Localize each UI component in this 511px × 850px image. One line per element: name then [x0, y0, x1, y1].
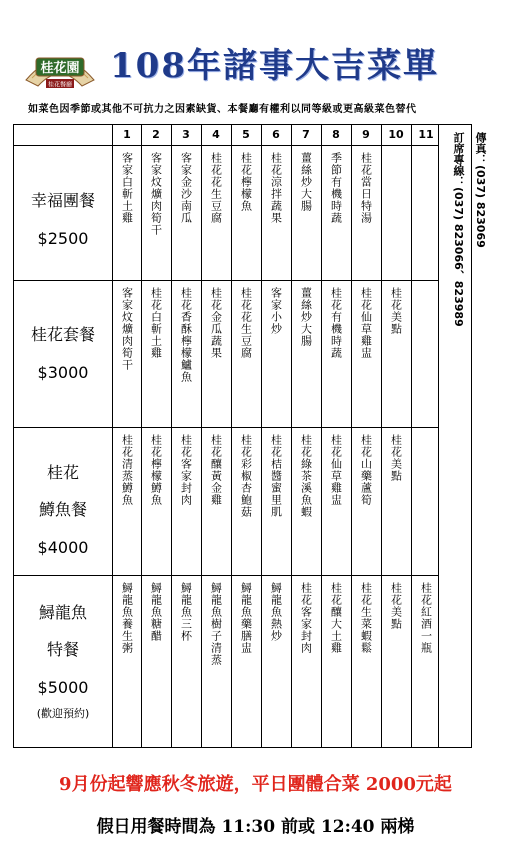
dish-name: 桂花仙草雞盅: [329, 434, 343, 506]
dish-cell: [321, 434, 351, 572]
reservation-line: 訂席專線：(037) 823066、823989: [452, 132, 465, 327]
dish-cell: [291, 287, 321, 424]
column-number: 8: [332, 128, 340, 141]
dish-cell: [141, 582, 171, 745]
dish-cell: [351, 434, 381, 572]
dish-name: 鱘龍魚養生粥: [120, 582, 134, 654]
dish-name: 季節有機時蔬: [329, 152, 343, 224]
dish-cell: [351, 152, 381, 277]
dish-cell: [261, 582, 291, 745]
dish-name: 桂花生菜蝦鬆: [359, 582, 373, 654]
dish-cell: [231, 582, 261, 745]
set-meal-price: $5000: [37, 678, 89, 697]
dish-name: 桂花白斬土雞: [149, 287, 163, 359]
dish-cell: [231, 287, 261, 424]
grid-row-line: [13, 575, 438, 576]
fax-line: 傳真：(037) 823069: [474, 132, 487, 248]
dish-name: 薑絲炒大腸: [299, 287, 313, 347]
dish-name: 桂花花生豆腐: [209, 152, 223, 224]
dish-name: 桂花釀大土雞: [329, 582, 343, 654]
dish-name: 桂花仙草雞盅: [359, 287, 373, 359]
dish-name: 桂花彩椒杏鮑菇: [239, 434, 253, 518]
grid-row-line: [13, 145, 438, 146]
logo-text: 桂花園: [40, 61, 80, 76]
set-meal-price: $2500: [37, 229, 89, 248]
dish-name: 桂花香酥檸檬鱸魚: [179, 287, 193, 383]
set-meal-label: [14, 188, 112, 248]
column-number: 10: [388, 128, 404, 141]
column-number: 6: [272, 128, 280, 141]
dish-name: 桂花綠茶溪魚蝦: [299, 434, 313, 518]
dish-cell: [321, 287, 351, 424]
dish-cell: [261, 152, 291, 277]
dish-name: 桂花美點: [389, 287, 403, 335]
column-number: 3: [182, 128, 190, 141]
dish-cell: [171, 287, 201, 424]
dish-name: 桂花花生豆腐: [239, 287, 253, 359]
dining-hours: 假日用餐時間為 11:30 前或 12:40 兩梯: [96, 817, 415, 837]
column-number: 7: [302, 128, 310, 141]
grid-row-line: [13, 280, 438, 281]
dish-cell: [171, 434, 201, 572]
set-meal-name: 特餐: [46, 640, 79, 659]
dish-cell: [171, 152, 201, 277]
promo-banner: 9月份起響應秋冬旅遊，平日團體合菜 2000元起: [59, 774, 452, 795]
dish-cell: [112, 582, 142, 745]
dish-cell: [321, 582, 351, 745]
dish-name: 桂花美點: [389, 434, 403, 482]
dish-cell: [261, 434, 291, 572]
set-meal-name: 幸福團餐: [30, 191, 95, 210]
dish-cell: [261, 287, 291, 424]
set-meal-price: $3000: [37, 363, 89, 382]
restaurant-logo: [22, 46, 98, 90]
dish-name: 桂花有機時蔬: [329, 287, 343, 359]
dish-cell: [201, 434, 231, 572]
dish-cell: [141, 152, 171, 277]
column-number: 1: [123, 128, 131, 141]
dish-cell: [291, 582, 321, 745]
dish-cell: [201, 287, 231, 424]
column-number: 4: [212, 128, 220, 141]
set-meal-price: $4000: [37, 538, 89, 557]
set-meal-name: 鱒魚餐: [38, 500, 87, 519]
dish-name: 鱘龍魚三杯: [179, 582, 193, 642]
dish-name: 客家金沙南瓜: [179, 152, 193, 224]
dish-cell: [381, 434, 411, 572]
dish-name: 桂花金瓜蔬果: [209, 287, 223, 359]
dish-cell: [141, 434, 171, 572]
substitution-notice: 如菜色因季節或其他不可抗力之因素缺貨、本餐廳有權利以同等級或更高級菜色替代: [28, 104, 417, 115]
dish-cell: [321, 152, 351, 277]
dish-cell: [171, 582, 201, 745]
column-number: 9: [362, 128, 370, 141]
dish-name: 客家小炒: [269, 287, 283, 335]
dish-name: 桂花釀黃金雞: [209, 434, 223, 506]
set-meal-label: [14, 460, 112, 557]
column-number: 5: [242, 128, 250, 141]
logo-subtext: 桂花餐廳: [47, 81, 73, 89]
set-meal-note: (歡迎預約): [36, 707, 90, 720]
dish-name: 客家白斬土雞: [120, 152, 134, 224]
dish-name: 桂花桔醬蜜里肌: [269, 434, 283, 518]
dish-cell: [141, 287, 171, 424]
dish-cell: [201, 582, 231, 745]
dish-cell: [112, 434, 142, 572]
dish-cell: [381, 287, 411, 424]
dish-name: 桂花檸檬鱒魚: [149, 434, 163, 506]
grid-row-line: [13, 427, 438, 428]
dish-cell: [291, 434, 321, 572]
column-number: 2: [152, 128, 160, 141]
dish-name: 客家炆爌肉筍干: [149, 152, 163, 236]
set-meal-label: [14, 322, 112, 382]
dish-name: 桂花檸檬魚: [239, 152, 253, 212]
dish-name: 桂花紅酒一瓶: [419, 582, 433, 654]
dish-name: 客家炆爌肉筍干: [120, 287, 134, 371]
dish-cell: [112, 152, 142, 277]
dish-name: 鱘龍魚糖醋: [149, 582, 163, 642]
dish-name: 桂花涼拌蔬果: [269, 152, 283, 224]
dish-cell: [291, 152, 321, 277]
dish-cell: [201, 152, 231, 277]
dish-cell: [351, 582, 381, 745]
set-meal-label: [14, 600, 112, 721]
set-meal-name: 桂花套餐: [30, 325, 95, 344]
page-title: 108年諸事大吉菜單: [110, 46, 439, 86]
dish-cell: [112, 287, 142, 424]
dish-name: 桂花當日特湯: [359, 152, 373, 224]
dish-name: 桂花美點: [389, 582, 403, 630]
dish-name: 桂花山藥蘆筍: [359, 434, 373, 506]
dish-name: 薑絲炒大腸: [299, 152, 313, 212]
dish-cell: [231, 152, 261, 277]
dish-name: 鱘龍魚藥膳盅: [239, 582, 253, 654]
dish-name: 鱘龍魚樹子清蒸: [209, 582, 223, 666]
dish-name: 桂花客家封肉: [299, 582, 313, 654]
dish-name: 桂花客家封肉: [179, 434, 193, 506]
column-number: 11: [418, 128, 434, 141]
dish-cell: [411, 582, 441, 745]
set-meal-name: 桂花: [46, 463, 79, 482]
dish-cell: [351, 287, 381, 424]
dish-cell: [381, 582, 411, 745]
set-meal-name: 鱘龍魚: [38, 603, 87, 622]
dish-cell: [231, 434, 261, 572]
dish-name: 鱘龍魚熱炒: [269, 582, 283, 642]
dish-name: 桂花清蒸鱒魚: [120, 434, 134, 506]
